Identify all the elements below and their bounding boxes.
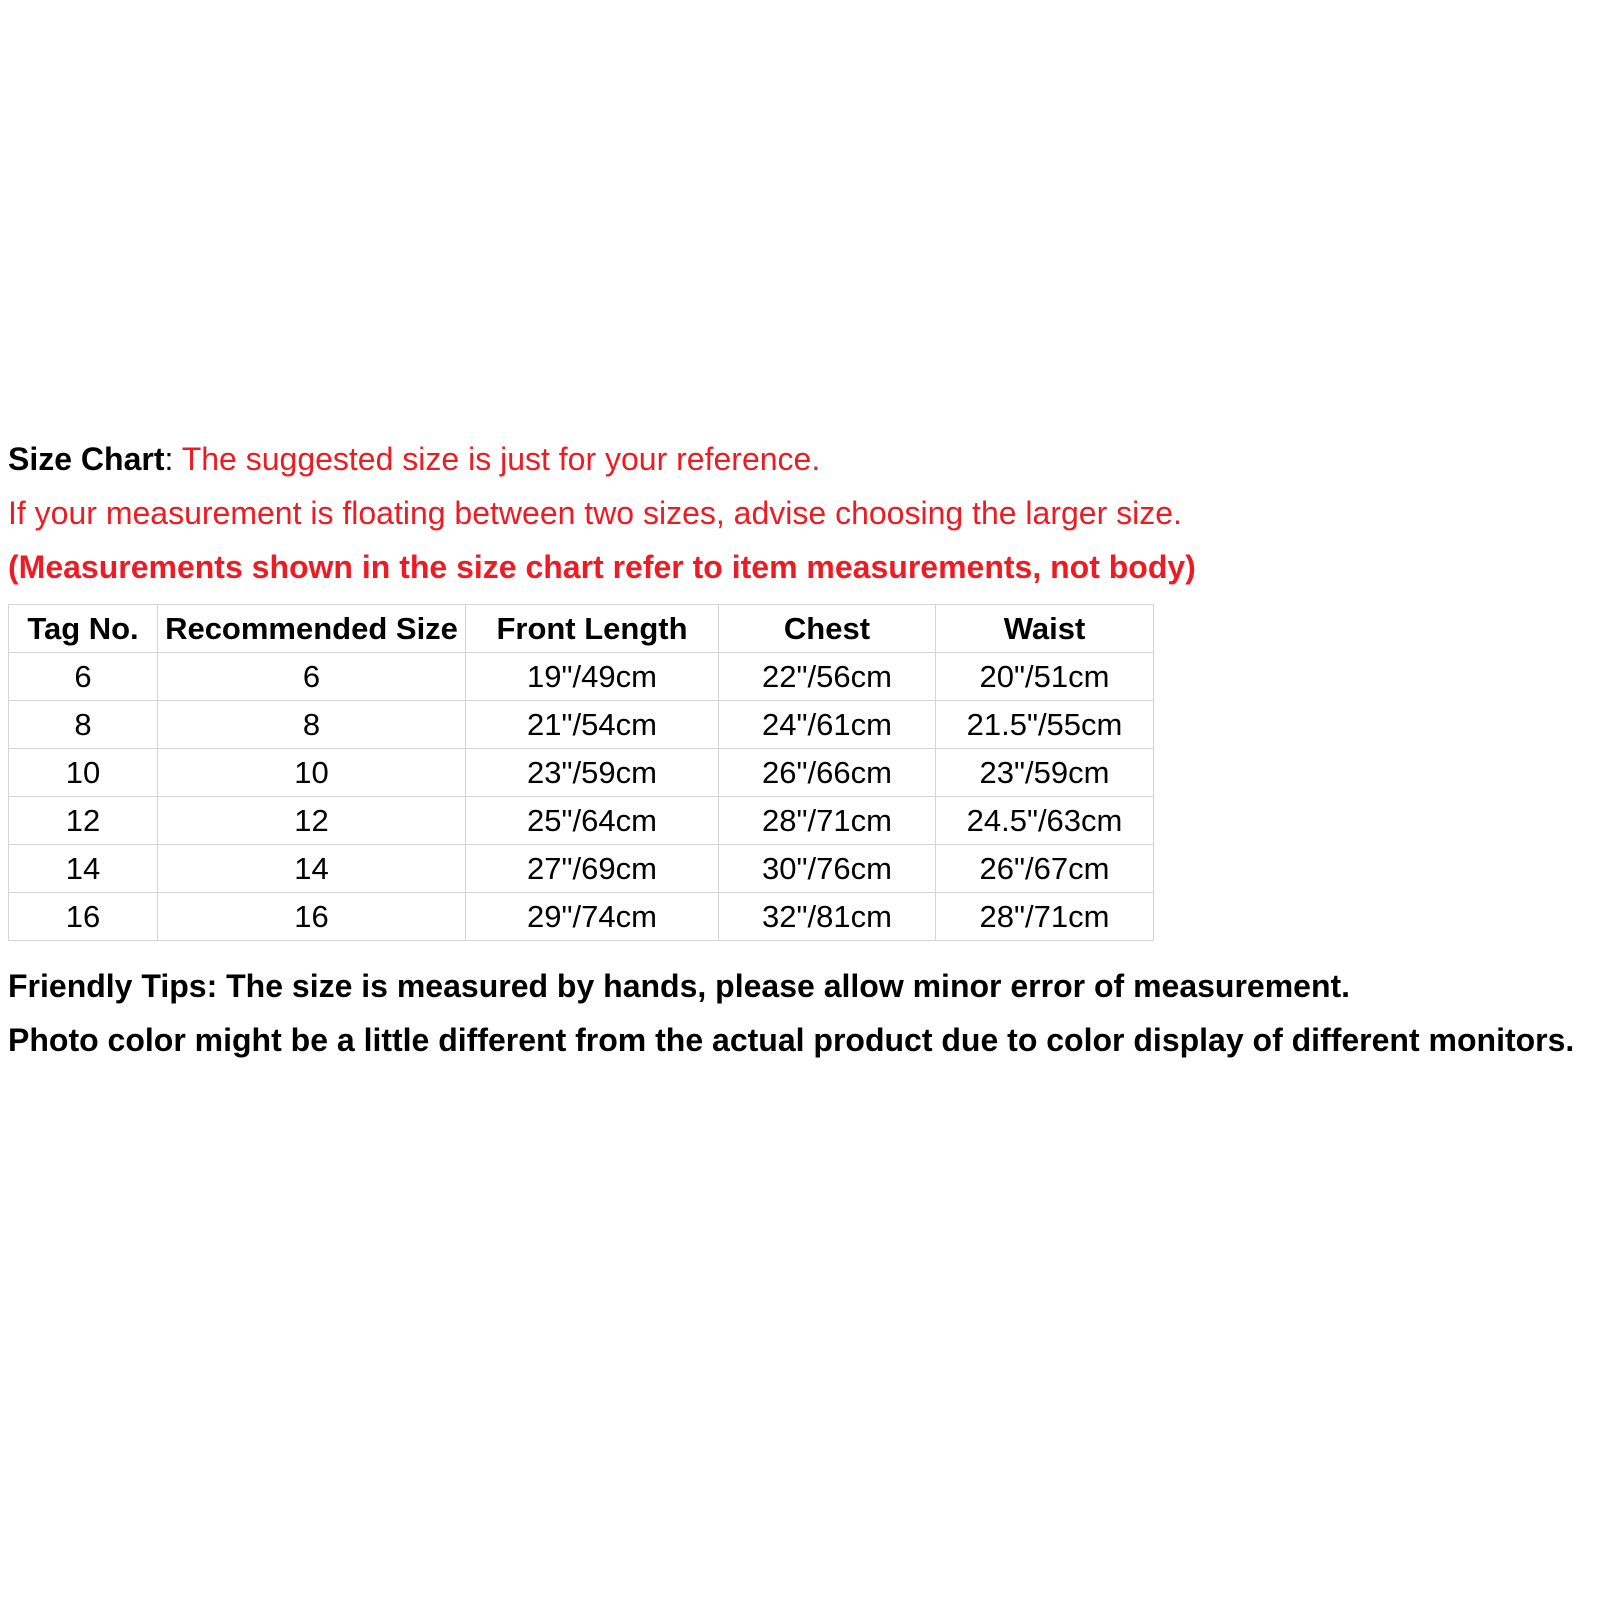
table-row: [9, 701, 1154, 749]
cell-chest: 26"/66cm: [719, 749, 936, 797]
cell-recommended-size: 8: [158, 701, 466, 749]
cell-waist: 23"/59cm: [936, 749, 1154, 797]
cell-tag-no: 8: [9, 701, 158, 749]
table-row: [9, 749, 1154, 797]
cell-waist: 26"/67cm: [936, 845, 1154, 893]
header-tag-no: Tag No.: [9, 605, 158, 653]
cell-chest: 28"/71cm: [719, 797, 936, 845]
table-row: [9, 653, 1154, 701]
tips-line-measurement: Friendly Tips: The size is measured by hands, please allow minor error of measurement.: [8, 968, 1351, 1004]
cell-recommended-size: 6: [158, 653, 466, 701]
cell-waist: 24.5"/63cm: [936, 797, 1154, 845]
header-chest: Chest: [719, 605, 936, 653]
header-waist: Waist: [936, 605, 1154, 653]
tips-line-photo-color: Photo color might be a little different from the actual product due to color display of different monitors.: [8, 1022, 1575, 1058]
cell-front-length: 23"/59cm: [466, 749, 719, 797]
cell-recommended-size: 16: [158, 893, 466, 941]
header-recommended-size: Recommended Size: [158, 605, 466, 653]
cell-front-length: 19"/49cm: [466, 653, 719, 701]
cell-recommended-size: 12: [158, 797, 466, 845]
measurement-note: (Measurements shown in the size chart refer to item measurements, not body): [8, 549, 1196, 585]
table-row: [9, 797, 1154, 845]
sizing-advice: If your measurement is floating between two sizes, advise choosing the larger size.: [8, 495, 1182, 531]
cell-recommended-size: 10: [158, 749, 466, 797]
table-row: [9, 845, 1154, 893]
header-front-length: Front Length: [466, 605, 719, 653]
size-chart-content: [8, 432, 1598, 1067]
cell-chest: 22"/56cm: [719, 653, 936, 701]
intro-line-1: [8, 432, 1598, 486]
cell-waist: 20"/51cm: [936, 653, 1154, 701]
size-table: [8, 604, 1154, 941]
cell-front-length: 27"/69cm: [466, 845, 719, 893]
cell-tag-no: 10: [9, 749, 158, 797]
label-colon: :: [164, 441, 182, 477]
cell-recommended-size: 14: [158, 845, 466, 893]
cell-waist: 21.5"/55cm: [936, 701, 1154, 749]
size-chart-label: Size Chart: [8, 441, 165, 477]
cell-tag-no: 16: [9, 893, 158, 941]
cell-front-length: 21"/54cm: [466, 701, 719, 749]
cell-tag-no: 14: [9, 845, 158, 893]
cell-tag-no: 6: [9, 653, 158, 701]
table-row: [9, 893, 1154, 941]
friendly-tips: [8, 959, 1598, 1067]
reference-note: The suggested size is just for your reference.: [181, 441, 821, 477]
cell-chest: 24"/61cm: [719, 701, 936, 749]
cell-tag-no: 12: [9, 797, 158, 845]
cell-waist: 28"/71cm: [936, 893, 1154, 941]
cell-front-length: 25"/64cm: [466, 797, 719, 845]
cell-chest: 32"/81cm: [719, 893, 936, 941]
cell-front-length: 29"/74cm: [466, 893, 719, 941]
table-header-row: [9, 605, 1154, 653]
cell-chest: 30"/76cm: [719, 845, 936, 893]
